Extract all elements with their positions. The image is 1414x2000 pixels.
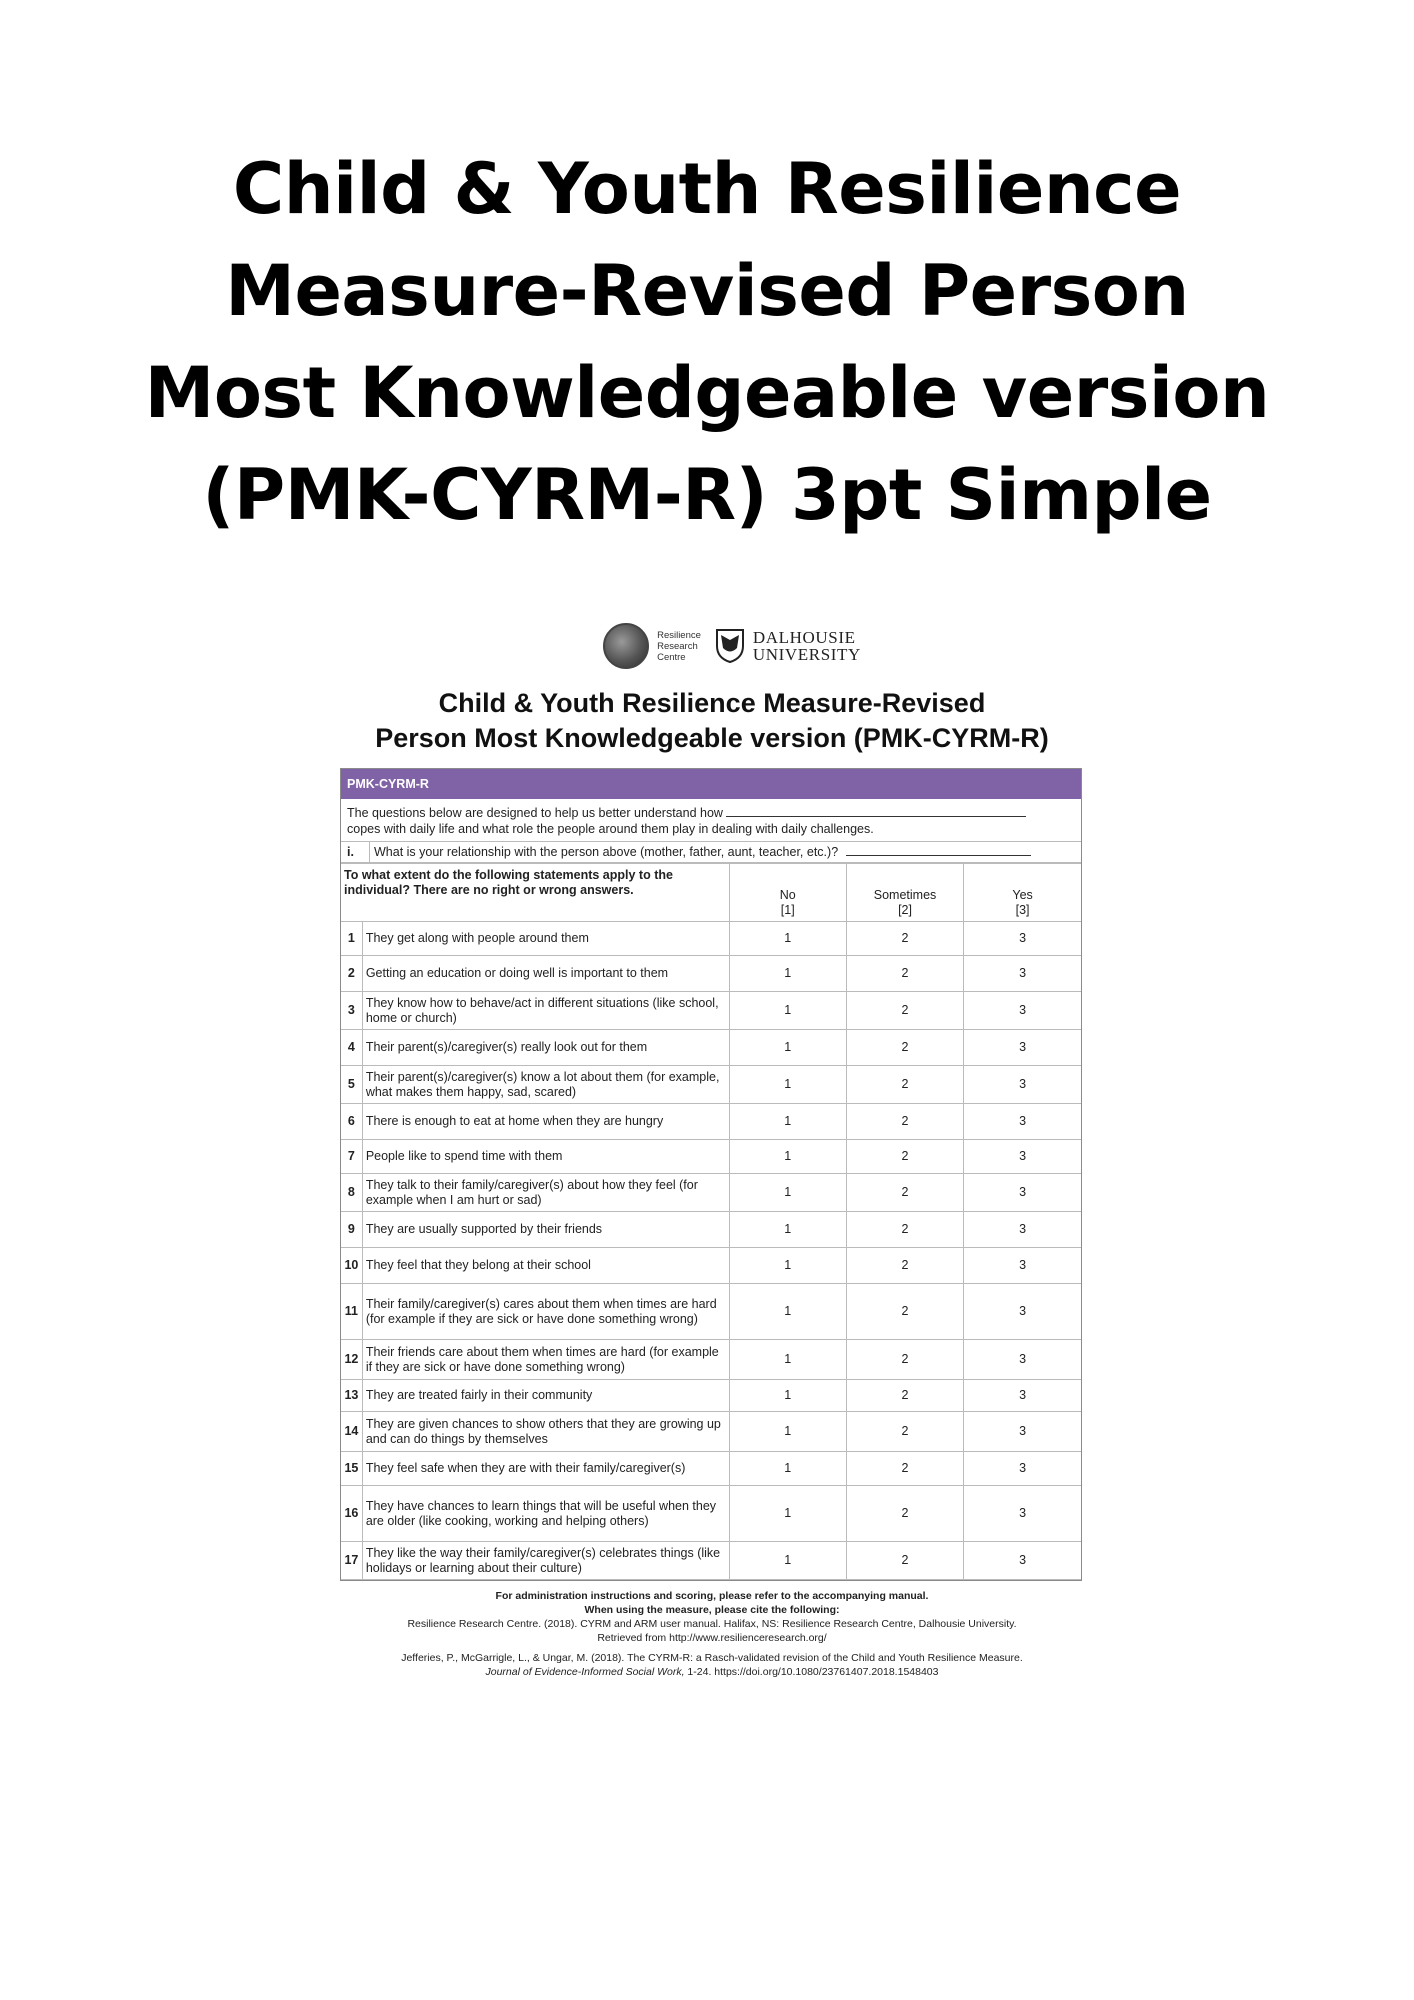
option-yes[interactable]: 3 [964,1066,1081,1104]
option-yes[interactable]: 3 [964,956,1081,992]
item-text: There is enough to eat at home when they are hungry [362,1104,729,1140]
option-sometimes[interactable]: 2 [846,1140,963,1174]
item-text: They are given chances to show others that they are growing up and can do things by themselves [362,1412,729,1452]
option-sometimes[interactable]: 2 [846,1066,963,1104]
table-row [341,922,1081,956]
item-number: 8 [341,1174,362,1212]
item-text: Their friends care about them when times are hard (for example if they are sick or have done something wrong) [362,1340,729,1380]
option-sometimes[interactable]: 2 [846,1380,963,1412]
option-yes[interactable]: 3 [964,1380,1081,1412]
option-yes[interactable]: 3 [964,992,1081,1030]
document-image [340,618,1084,1679]
document-title [340,686,1084,756]
item-number: 3 [341,992,362,1030]
option-no[interactable]: 1 [729,1104,846,1140]
option-code: [2] [898,903,912,917]
item-number: 10 [341,1248,362,1284]
relationship-number: i. [341,842,370,862]
option-yes[interactable]: 3 [964,1284,1081,1340]
name-blank-field[interactable] [726,805,1026,817]
table-row [341,1104,1081,1140]
table-row [341,1542,1081,1580]
table-row [341,1380,1081,1412]
rrc-logo-icon [603,623,649,669]
option-no[interactable]: 1 [729,1066,846,1104]
cite-note: When using the measure, please cite the following: [584,1604,840,1616]
option-sometimes[interactable]: 2 [846,1104,963,1140]
item-text: They have chances to learn things that will be useful when they are older (like cooking, working and helping others) [362,1486,729,1542]
option-sometimes[interactable]: 2 [846,1248,963,1284]
table-row [341,1284,1081,1340]
item-text: They are treated fairly in their community [362,1380,729,1412]
page-title-line: (PMK-CYRM-R) 3pt Simple [202,454,1212,536]
item-text: Their parent(s)/caregiver(s) know a lot about them (for example, what makes them happy, sad, scared) [362,1066,729,1104]
option-yes[interactable]: 3 [964,1140,1081,1174]
option-sometimes[interactable]: 2 [846,1340,963,1380]
option-no[interactable]: 1 [729,956,846,992]
option-yes[interactable]: 3 [964,1030,1081,1066]
table-row [341,1340,1081,1380]
page-title-line: Measure-Revised Person [225,250,1189,332]
page-title-line: Most Knowledgeable version [144,352,1270,434]
item-text: They feel safe when they are with their family/caregiver(s) [362,1452,729,1486]
item-text: They talk to their family/caregiver(s) about how they feel (for example when I am hurt or sad) [362,1174,729,1212]
item-text: They know how to behave/act in different situations (like school, home or church) [362,992,729,1030]
option-sometimes[interactable]: 2 [846,1542,963,1580]
intro-text: copes with daily life and what role the people around them play in dealing with daily challenges. [347,822,874,836]
table-row [341,1248,1081,1284]
item-number: 16 [341,1486,362,1542]
option-sometimes[interactable]: 2 [846,1412,963,1452]
admin-note: For administration instructions and scoring, please refer to the accompanying manual. [495,1590,929,1602]
item-text: They feel that they belong at their school [362,1248,729,1284]
item-number: 13 [341,1380,362,1412]
question-header: To what extent do the following statements apply to the individual? There are no right or wrong answers. [341,864,729,922]
option-no[interactable]: 1 [729,1030,846,1066]
option-yes[interactable]: 3 [964,1248,1081,1284]
item-number: 2 [341,956,362,992]
table-row [341,992,1081,1030]
item-number: 9 [341,1212,362,1248]
option-yes[interactable]: 3 [964,1486,1081,1542]
option-no[interactable]: 1 [729,1380,846,1412]
option-yes[interactable]: 3 [964,1340,1081,1380]
table-row [341,956,1081,992]
page-title-line: Child & Youth Resilience [232,148,1182,230]
dalhousie-logo-line: UNIVERSITY [752,645,861,664]
table-row [341,1486,1081,1542]
option-no[interactable]: 1 [729,922,846,956]
relationship-blank-field[interactable] [846,843,1031,856]
questionnaire-form [340,768,1082,1581]
option-sometimes[interactable]: 2 [846,956,963,992]
page-title [60,138,1354,546]
reference-text [340,1665,1084,1679]
option-label: Sometimes [873,888,937,902]
option-sometimes[interactable]: 2 [846,1212,963,1248]
option-code: [3] [1015,903,1030,917]
option-no[interactable]: 1 [729,1174,846,1212]
item-number: 14 [341,1412,362,1452]
relationship-question: What is your relationship with the person above (mother, father, aunt, teacher, etc.)? [374,845,839,859]
item-number: 12 [341,1340,362,1380]
document-title-line: Child & Youth Resilience Measure-Revised [438,688,986,718]
option-no[interactable]: 1 [729,1340,846,1380]
option-header-yes [964,864,1081,922]
item-number: 6 [341,1104,362,1140]
item-text: Their parent(s)/caregiver(s) really look out for them [362,1030,729,1066]
relationship-row [341,842,1081,863]
rrc-logo-line: Resilience [657,629,701,641]
item-number: 5 [341,1066,362,1104]
option-yes[interactable]: 3 [964,922,1081,956]
rrc-logo-line: Research [657,640,698,652]
option-no[interactable]: 1 [729,1452,846,1486]
option-sometimes[interactable]: 2 [846,1486,963,1542]
option-yes[interactable]: 3 [964,1104,1081,1140]
item-text: Their family/caregiver(s) cares about them when times are hard (for example if they are sick or have done something wrong) [362,1284,729,1340]
option-yes[interactable]: 3 [964,1174,1081,1212]
table-row [341,1030,1081,1066]
option-no[interactable]: 1 [729,1542,846,1580]
table-row [341,1066,1081,1104]
item-text: They get along with people around them [362,922,729,956]
item-text: They are usually supported by their friends [362,1212,729,1248]
table-row [341,1412,1081,1452]
item-number: 17 [341,1542,362,1580]
option-no[interactable]: 1 [729,1212,846,1248]
journal-name: Journal of Evidence-Informed Social Work, [485,1666,685,1678]
items-table [341,863,1081,1580]
option-label: No [779,888,796,902]
reference-rest: 1-24. https://doi.org/10.1080/23761407.2018.1548403 [684,1666,939,1678]
item-number: 7 [341,1140,362,1174]
table-row [341,1212,1081,1248]
option-sometimes[interactable]: 2 [846,1284,963,1340]
table-row [341,1174,1081,1212]
table-row [341,1140,1081,1174]
option-no[interactable]: 1 [729,992,846,1030]
option-sometimes[interactable]: 2 [846,1030,963,1066]
option-no[interactable]: 1 [729,1486,846,1542]
logo-bar [380,618,1084,674]
dalhousie-crest-icon [715,628,745,664]
reference-text: Resilience Research Centre. (2018). CYRM and ARM user manual. Halifax, NS: Resilience Research Centre, Dalhousie University. [407,1618,1017,1630]
item-number: 1 [341,922,362,956]
option-yes[interactable]: 3 [964,1212,1081,1248]
option-yes[interactable]: 3 [964,1412,1081,1452]
form-header: PMK-CYRM-R [341,769,1081,799]
item-number: 11 [341,1284,362,1340]
option-no[interactable]: 1 [729,1412,846,1452]
reference-text: Jefferies, P., McGarrigle, L., & Ungar, M. (2018). The CYRM-R: a Rasch-validated revision of the Child and Youth Resilience Measure. [401,1652,1023,1664]
item-text: Getting an education or doing well is important to them [362,956,729,992]
option-sometimes[interactable]: 2 [846,1174,963,1212]
item-text: They like the way their family/caregiver(s) celebrates things (like holidays or learning about their culture) [362,1542,729,1580]
option-sometimes[interactable]: 2 [846,922,963,956]
option-yes[interactable]: 3 [964,1542,1081,1580]
item-number: 15 [341,1452,362,1486]
option-no[interactable]: 1 [729,1248,846,1284]
option-code: [1] [780,903,795,917]
dalhousie-logo-line: DALHOUSIE [752,628,856,647]
citation-footer [340,1589,1084,1679]
option-header-sometimes [846,864,963,922]
table-row [341,1452,1081,1486]
option-no[interactable]: 1 [729,1284,846,1340]
intro-text: The questions below are designed to help us better understand how [347,806,723,820]
document-title-line: Person Most Knowledgeable version (PMK-CYRM-R) [375,723,1049,753]
rrc-logo-text [657,630,701,663]
form-intro [341,799,1081,842]
option-no[interactable]: 1 [729,1140,846,1174]
item-number: 4 [341,1030,362,1066]
option-label: Yes [1012,888,1033,902]
rrc-logo-line: Centre [657,651,686,663]
option-yes[interactable]: 3 [964,1452,1081,1486]
option-sometimes[interactable]: 2 [846,1452,963,1486]
item-text: People like to spend time with them [362,1140,729,1174]
dalhousie-logo-text [753,629,861,663]
option-sometimes[interactable]: 2 [846,992,963,1030]
reference-text: Retrieved from http://www.resilienceresearch.org/ [597,1632,827,1644]
option-header-no [729,864,846,922]
